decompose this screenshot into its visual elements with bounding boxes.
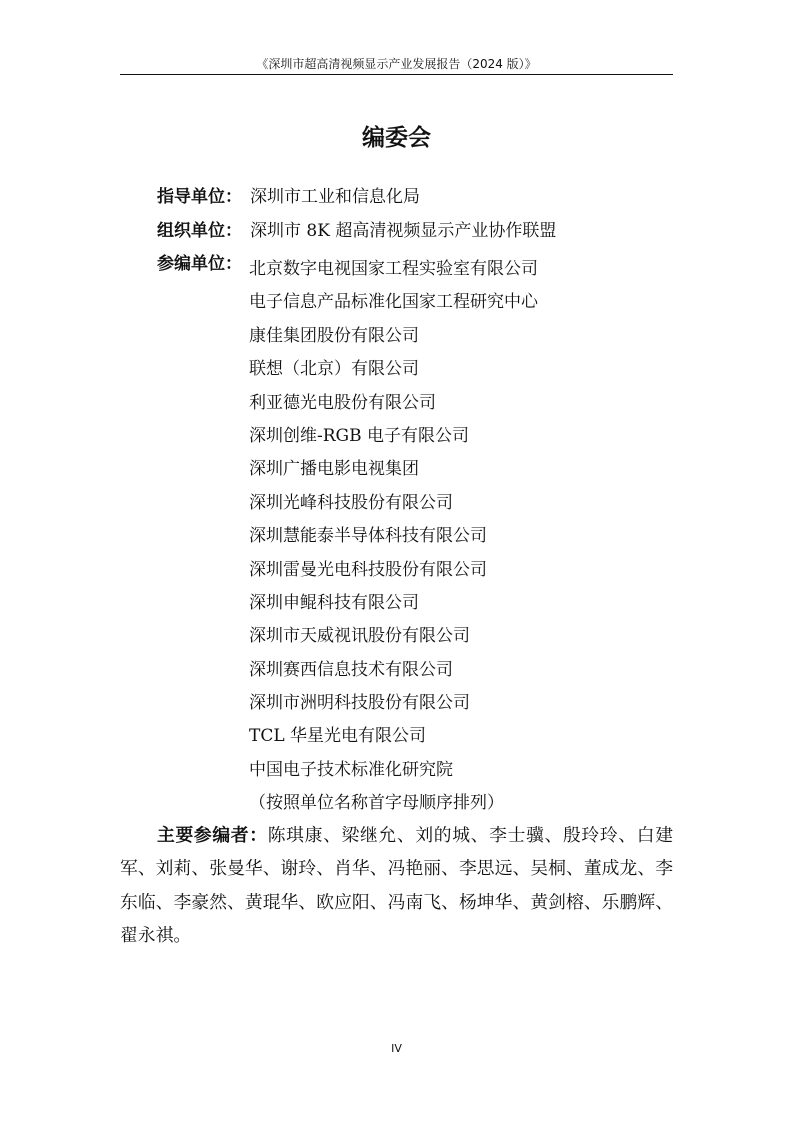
list-item: 中国电子技术标准化研究院 — [249, 759, 453, 780]
list-item: 深圳赛西信息技术有限公司 — [249, 659, 453, 680]
header-divider — [120, 74, 673, 75]
list-item: 深圳光峰科技股份有限公司 — [249, 492, 453, 513]
list-item: 北京数字电视国家工程实验室有限公司 — [249, 259, 538, 279]
participants-list — [249, 253, 538, 821]
list-item: 深圳市天威视讯股份有限公司 — [249, 626, 470, 647]
list-item: 利亚德光电股份有限公司 — [249, 392, 436, 413]
guide-unit-row — [157, 186, 420, 208]
list-item: 深圳雷曼光电科技股份有限公司 — [249, 559, 487, 580]
organizer-label: 组织单位： — [157, 221, 242, 241]
list-item: 深圳创维-RGB 电子有限公司 — [249, 425, 470, 446]
list-item: 深圳慧能泰半导体科技有限公司 — [249, 526, 487, 547]
list-item: 深圳广播电影电视集团 — [249, 459, 419, 480]
organizer-value: 深圳市 8K 超高清视频显示产业协作联盟 — [250, 221, 557, 241]
list-item: 电子信息产品标准化国家工程研究中心 — [249, 292, 538, 313]
participants-label: 参编单位： — [157, 254, 242, 274]
participants-row — [157, 253, 250, 275]
list-item: 深圳市洲明科技股份有限公司 — [249, 693, 470, 714]
page-number: IV — [391, 1042, 402, 1055]
authors-label: 主要参编者： — [157, 825, 268, 846]
list-item: 康佳集团股份有限公司 — [249, 325, 419, 346]
page-title: 编委会 — [362, 125, 431, 151]
authors-paragraph — [120, 819, 673, 953]
guide-unit-value: 深圳市工业和信息化局 — [250, 187, 420, 207]
list-item: TCL 华星光电有限公司 — [249, 726, 427, 747]
guide-unit-label: 指导单位： — [157, 187, 242, 207]
list-item: 联想（北京）有限公司 — [249, 359, 419, 380]
ordering-note: （按照单位名称首字母顺序排列） — [249, 793, 504, 814]
authors-names: 陈琪康、梁继允、刘的城、李士骥、殷玲玲、白建军、刘莉、张曼华、谢玲、肖华、冯艳丽、李思远、吴桐、董成龙、李东临、李豪然、黄琨华、欧应阳、冯南飞、杨坤华、黄剑榕、乐鹏辉、翟永祺。 — [120, 825, 673, 947]
organizer-row — [157, 220, 556, 242]
running-header: 《深圳市超高清视频显示产业发展报告（2024 版）》 — [256, 57, 537, 71]
list-item: 深圳申鲲科技有限公司 — [249, 592, 419, 613]
